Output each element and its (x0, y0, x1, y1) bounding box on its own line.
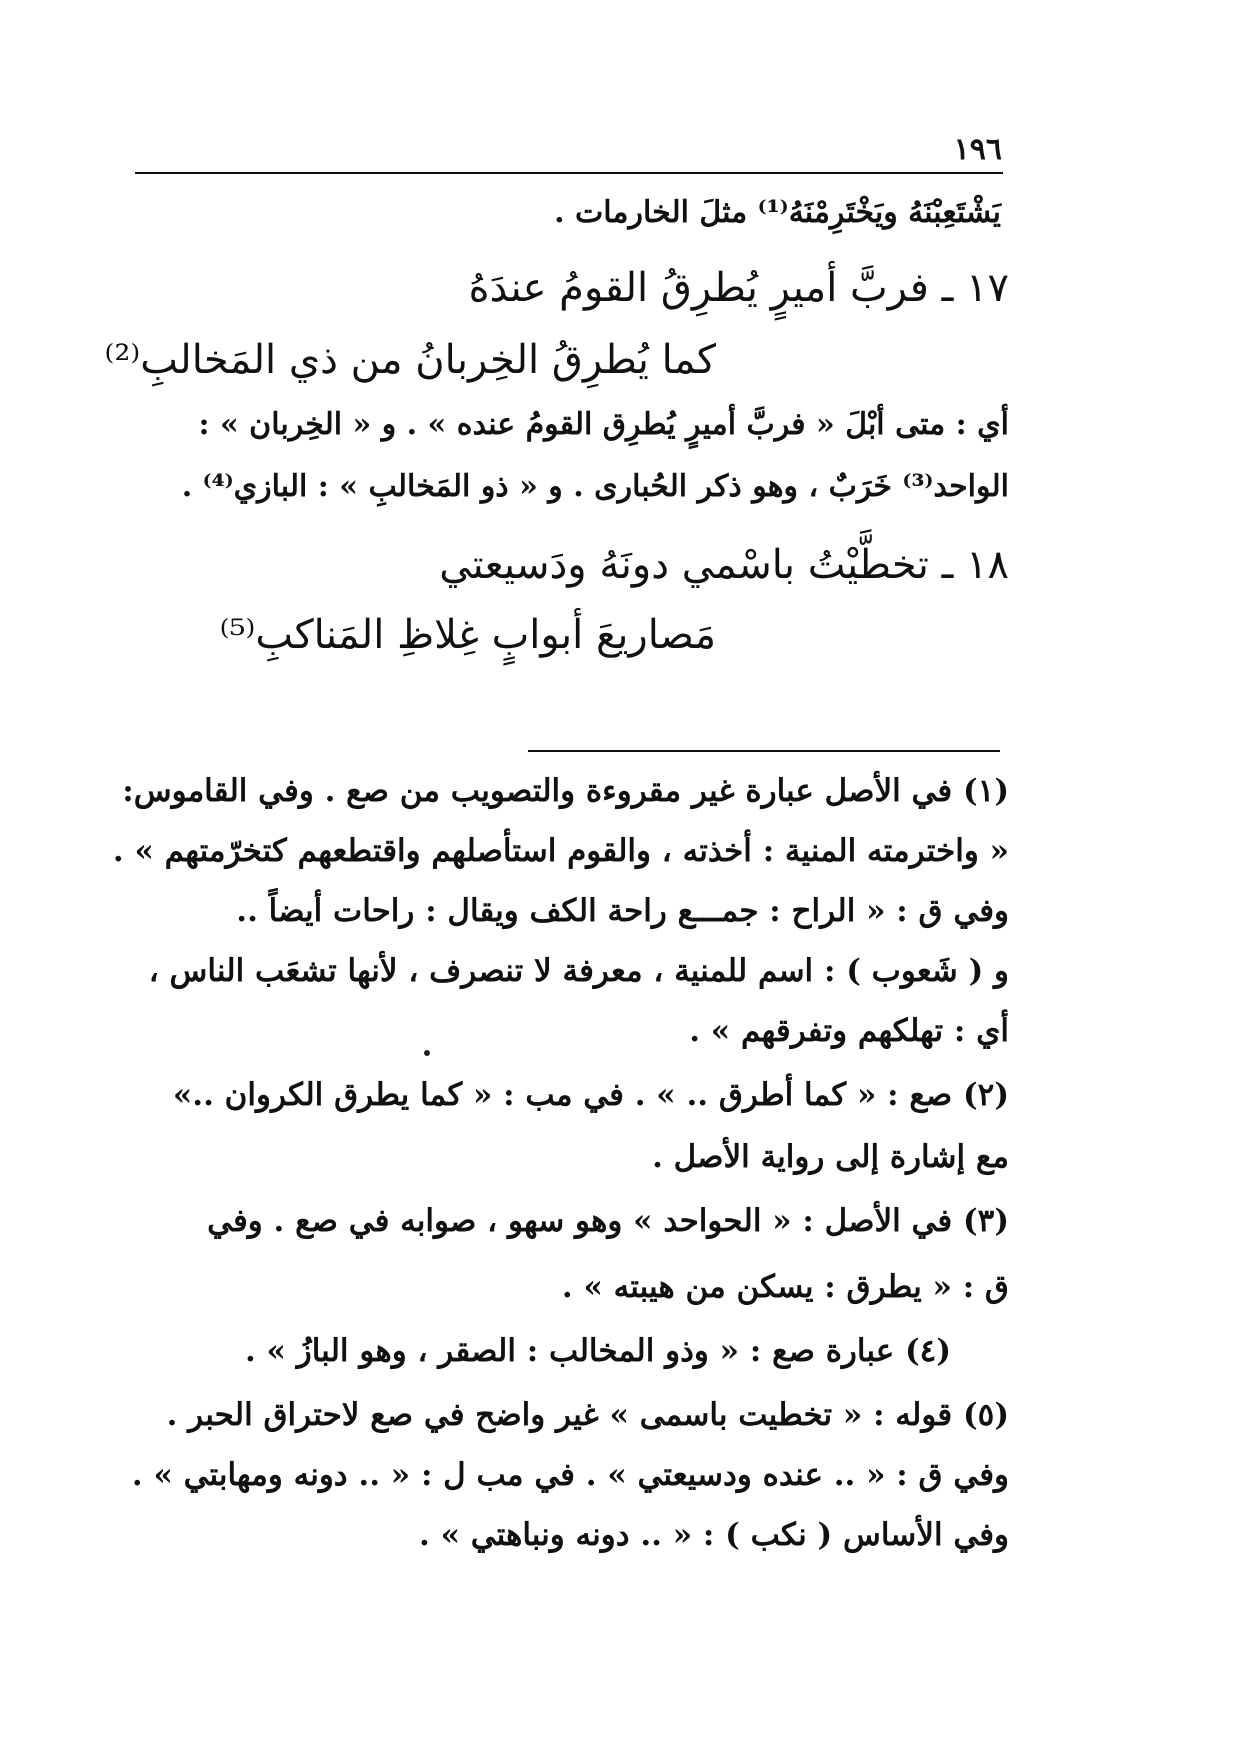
footnote-line: مع إشارة إلى رواية الأصل . (652, 1139, 1009, 1175)
footnote-line: وفي ق : « الراح : جمـــع راحة الكف ويقال : راحات أيضاً .. (236, 893, 1009, 929)
footnote-line: (٥) قوله : « تخطيت باسمى » غير واضح في صع لاحتراق الحبر . (166, 1397, 1009, 1433)
ink-speck (424, 1050, 430, 1056)
footnote-line: و ( شَعوب ) : اسم للمنية ، معرفة لا تنصرف ، لأنها تشعَب الناس ، (148, 953, 1009, 989)
prose-line: أي : متى أبْلَ « فربَّ أميرٍ يُطرِق القومُ عنده » . و « الخِربان » : (198, 407, 1009, 442)
footnote-line: ق : « يطرق : يسكن من هيبته » . (561, 1269, 1009, 1305)
footnote-line: (٣) في الأصل : « الحواحد » وهو سهو ، صوابه في صع . وفي (207, 1203, 1009, 1239)
prose-line: الواحد⁽³⁾ خَرَبٌ ، وهو ذكر الحُبارى . و « ذو المَخالبِ » : البازي⁽⁴⁾ . (181, 469, 1009, 504)
footnote-line: (٢) صع : « كما أطرق .. » . في مب : « كما يطرق الكروان ..» (172, 1077, 1009, 1113)
verse-line: ١٧ ـ فربَّ أميرٍ يُطرِقُ القومُ عندَهُ (468, 265, 1009, 311)
header-rule (135, 172, 1003, 174)
footnote-line: وفي الأساس ( نكب ) : « .. دونه ونباهتي » . (419, 1517, 1009, 1553)
page-number: ١٩٦ (953, 132, 1002, 167)
verse-line: كما يُطرِقُ الخِربانُ من ذي المَخالبِ⁽²⁾ (104, 337, 716, 383)
footnote-line: أي : تهلكهم وتفرقهم » . (689, 1013, 1009, 1049)
footnote-line: « واخترمته المنية : أخذته ، والقوم استأصلهم واقتطعهم كتخرّمتهم » . (112, 833, 1009, 869)
footnote-line: (٤) عبارة صع : « وذو المخالب : الصقر ، وهو البازُ » . (244, 1333, 951, 1369)
prose-line: يَشْتَعِبْنَهُ ويَخْتَرِمْنَهُ⁽¹⁾ مثلَ الخارمات . (554, 195, 1001, 230)
verse-line: ١٨ ـ تخطَّيْتُ باسْمي دونَهُ ودَسيعتي (439, 542, 1009, 588)
footnote-rule (528, 750, 1000, 752)
footnote-line: (١) في الأصل عبارة غير مقروءة والتصويب من صع . وفي القاموس: (122, 773, 1009, 809)
verse-line: مَصاريعَ أبوابٍ غِلاظِ المَناكبِ⁽⁵⁾ (219, 612, 716, 658)
footnote-line: وفي ق : « .. عنده ودسيعتي » . في مب ل : « .. دونه ومهابتي » . (131, 1457, 1009, 1493)
